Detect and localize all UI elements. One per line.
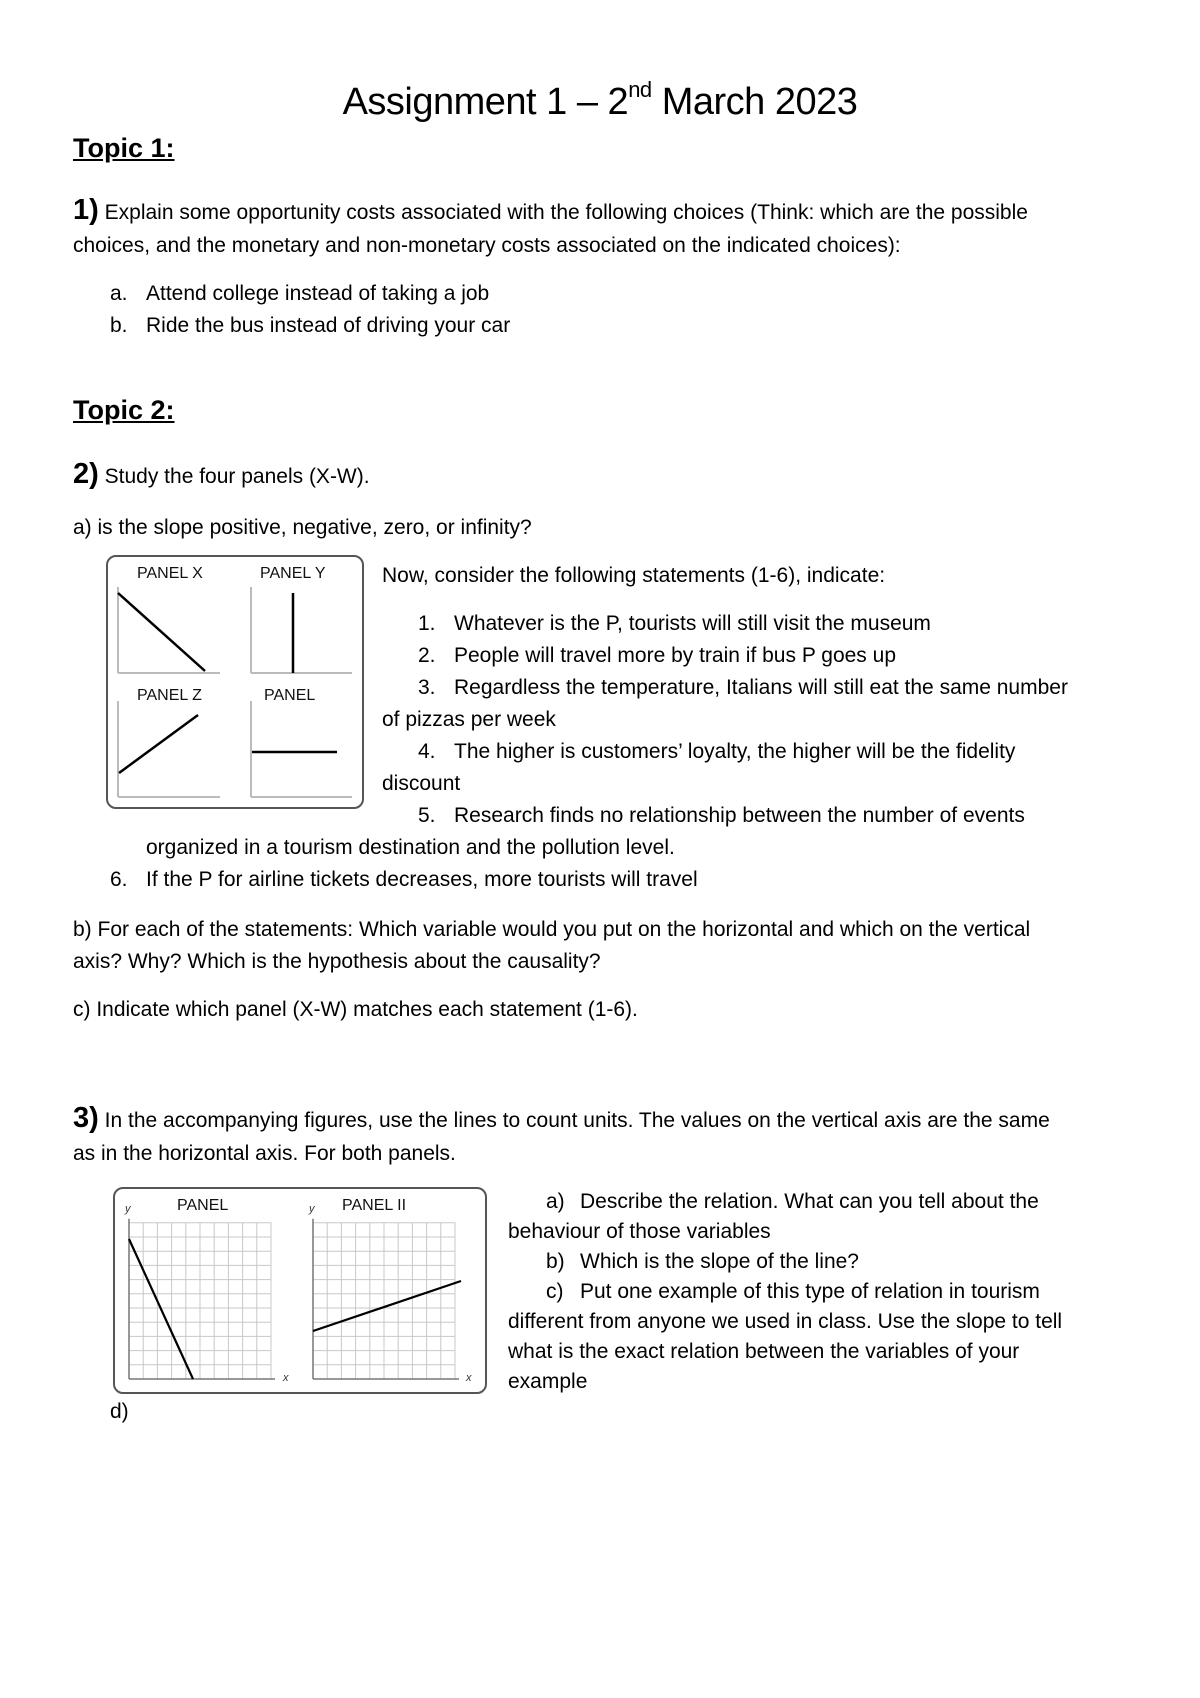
list-item: Ride the bus instead of driving your car — [146, 314, 511, 337]
statement-2: People will travel more by train if bus P goes up — [454, 644, 897, 667]
statement-number: 4. — [418, 740, 436, 763]
q3-part-c-marker: c) — [546, 1280, 564, 1303]
grid-panel-2-label: PANEL II — [342, 1197, 407, 1214]
panel-y-label: PANEL Y — [260, 565, 326, 582]
statement-number: 2. — [418, 644, 436, 667]
question-1-line-2: choices, and the monetary and non-monetary costs associated on the indicated choices): — [73, 234, 901, 257]
grid-panel-1-x-label: x — [283, 1372, 289, 1384]
q3-part-a-line-1: Describe the relation. What can you tell about the — [580, 1190, 1039, 1213]
question-2-part-b-line-1: b) For each of the statements: Which variable would you put on the horizontal and which on the vertical — [73, 918, 1031, 941]
question-1-number: 1) — [73, 194, 99, 226]
page-title: Assignment 1 – 2nd March 2023 — [342, 77, 858, 123]
panel-x-label: PANEL X — [137, 565, 203, 582]
panel-w-label: PANEL — [264, 687, 316, 704]
q3-part-a-marker: a) — [546, 1190, 565, 1213]
statement-5: Research finds no relationship between the number of events — [454, 804, 1025, 827]
q3-part-c-line-2: different from anyone we used in class. Use the slope to tell — [508, 1310, 1063, 1333]
question-2-part-c: c) Indicate which panel (X-W) matches each statement (1-6). — [73, 998, 638, 1021]
statement-number: 5. — [418, 804, 436, 827]
topic-2-heading: Topic 2: — [73, 395, 175, 425]
statement-6: If the P for airline tickets decreases, more tourists will travel — [146, 868, 698, 891]
question-3-number: 3) — [73, 1102, 99, 1134]
statement-4: The higher is customers’ loyalty, the higher will be the fidelity — [454, 740, 1016, 763]
statement-number: 1. — [418, 612, 436, 635]
grid-panel-2-x-label: x — [466, 1372, 472, 1384]
panel-z-line — [119, 715, 198, 773]
question-1-line-1: 1) Explain some opportunity costs associated with the following choices (Think: which are the possible — [73, 194, 1028, 226]
q3-part-d-marker: d) — [110, 1400, 129, 1423]
question-2-intro: 2) Study the four panels (X-W). — [73, 458, 370, 490]
grid-panel-1-label: PANEL — [177, 1197, 229, 1214]
statement-1: Whatever is the P, tourists will still visit the museum — [454, 612, 931, 635]
question-2-part-a: a) is the slope positive, negative, zero, or infinity? — [73, 516, 532, 539]
panel-z-label: PANEL Z — [137, 687, 202, 704]
grid-panel-2-line — [313, 1281, 461, 1331]
q3-part-b-marker: b) — [546, 1250, 565, 1273]
grid-panel-2-y-label: y — [309, 1203, 315, 1215]
grid-panel-1-line — [129, 1239, 193, 1379]
q3-part-c-line-3: what is the exact relation between the variables of your — [508, 1340, 1020, 1363]
q3-part-a-line-2: behaviour of those variables — [508, 1220, 771, 1243]
panel-x-line — [118, 593, 205, 671]
list-marker: a. — [110, 282, 128, 305]
question-3-line-2: as in the horizontal axis. For both panels. — [73, 1142, 456, 1165]
question-3-line-1: 3) In the accompanying figures, use the lines to count units. The values on the vertical axis are the same — [73, 1102, 1050, 1134]
statement-3-cont: of pizzas per week — [382, 708, 556, 731]
four-panels-graphic — [108, 557, 362, 807]
statement-number: 6. — [110, 868, 128, 891]
topic-1-heading: Topic 1: — [73, 133, 175, 163]
grid-panels-graphic — [115, 1189, 485, 1392]
statements-intro: Now, consider the following statements (1-6), indicate: — [382, 564, 886, 587]
statement-4-cont: discount — [382, 772, 461, 795]
statement-5-cont: organized in a tourism destination and the pollution level. — [146, 836, 675, 859]
question-2-part-b-line-2: axis? Why? Which is the hypothesis about the causality? — [73, 950, 601, 973]
list-marker: b. — [110, 314, 128, 337]
statement-number: 3. — [418, 676, 436, 699]
list-item: Attend college instead of taking a job — [146, 282, 490, 305]
statement-3: Regardless the temperature, Italians will still eat the same number — [454, 676, 1068, 699]
q3-part-c-line-1: Put one example of this type of relation in tourism — [580, 1280, 1040, 1303]
grid-panel-1-y-label: y — [125, 1203, 131, 1215]
q3-part-b: Which is the slope of the line? — [580, 1250, 859, 1273]
question-2-number: 2) — [73, 458, 99, 490]
grid-panels-figure — [113, 1187, 487, 1394]
q3-part-c-line-4: example — [508, 1370, 588, 1393]
four-panels-figure — [106, 555, 364, 809]
